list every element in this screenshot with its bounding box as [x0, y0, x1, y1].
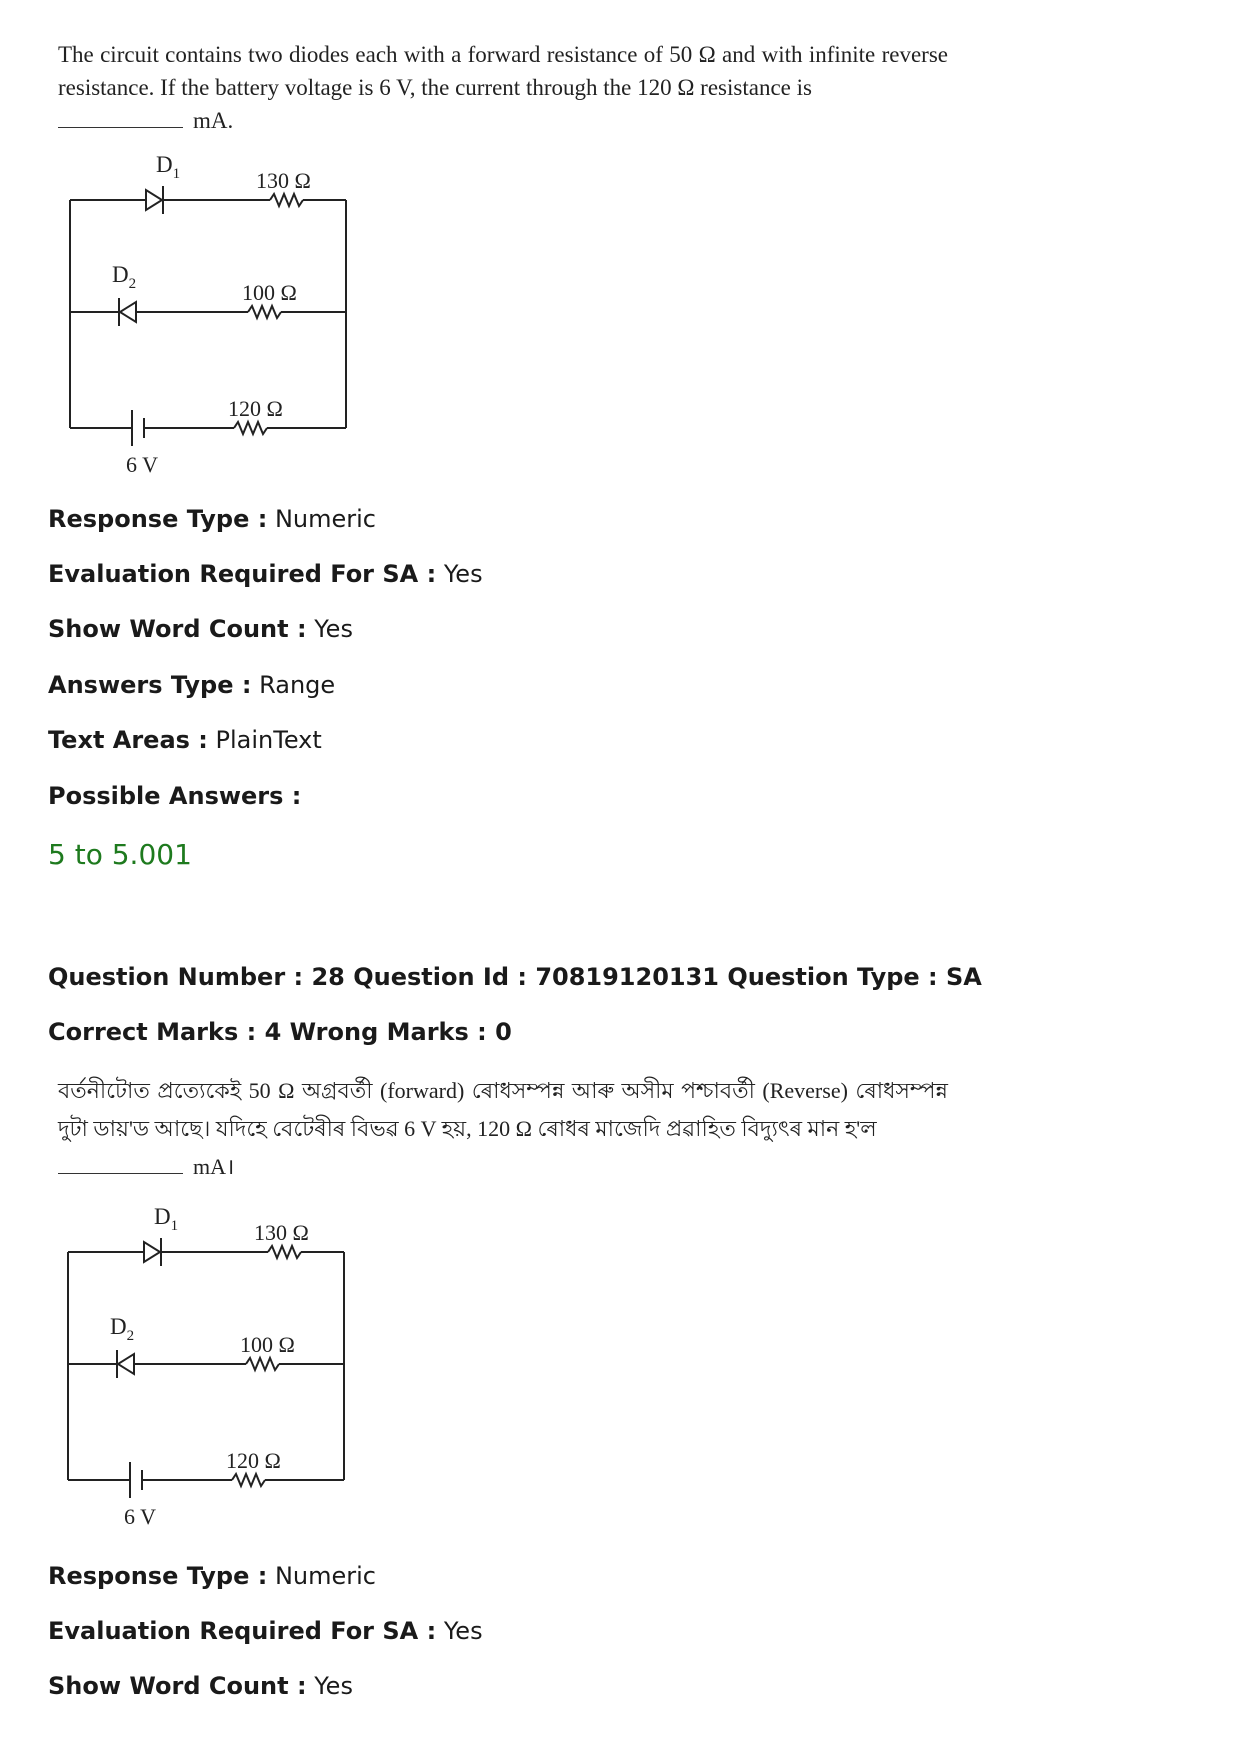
circuit-diagram-q27 [60, 140, 360, 485]
resistor-100 [246, 1358, 279, 1370]
meta-show-word-count: Show Word Count : Yes [48, 615, 353, 643]
label-6v: 6 V [126, 452, 158, 477]
label-120-ohm: 120 Ω [226, 1448, 281, 1473]
meta-response-type-q28: Response Type : Numeric [48, 1562, 376, 1590]
question-28-text [58, 1072, 948, 1186]
battery [130, 1462, 142, 1498]
label-6v: 6 V [124, 1504, 156, 1529]
question-28-marks: Correct Marks : 4 Wrong Marks : 0 [48, 1018, 512, 1046]
meta-possible-answers: Possible Answers : [48, 782, 302, 810]
meta-response-type: Response Type : Numeric [48, 505, 376, 533]
resistor-130 [270, 194, 303, 206]
diode-d1 [146, 186, 163, 214]
label-130-ohm: 130 Ω [256, 168, 311, 193]
meta-show-word-count-q28: Show Word Count : Yes [48, 1672, 353, 1700]
meta-text-areas: Text Areas : PlainText [48, 726, 322, 754]
meta-evaluation-required: Evaluation Required For SA : Yes [48, 560, 483, 588]
resistor-120 [232, 1474, 265, 1486]
circuit-diagram-q28 [58, 1192, 358, 1537]
question-27-body: The circuit contains two diodes each with a forward resistance of 50 Ω and with infinite reverse resistance. If the battery voltage is 6 V, the current through the 120 Ω resistance is [58, 42, 948, 100]
label-120-ohm: 120 Ω [228, 396, 283, 421]
question-28-unit: mA। [193, 1154, 235, 1179]
question-27-unit: mA. [193, 108, 234, 133]
answer-blank [58, 126, 183, 128]
label-d1: $D_1$ [154, 1204, 179, 1234]
label-130-ohm: 130 Ω [254, 1220, 309, 1245]
meta-evaluation-required-q28: Evaluation Required For SA : Yes [48, 1617, 483, 1645]
resistor-130 [268, 1246, 301, 1258]
question-27-text [58, 38, 948, 137]
diode-d2 [119, 298, 136, 326]
diode-d2 [117, 1350, 134, 1378]
meta-answers-type: Answers Type : Range [48, 671, 336, 699]
question-28-header: Question Number : 28 Question Id : 70819120131 Question Type : SA [48, 963, 982, 991]
label-100-ohm: 100 Ω [242, 280, 297, 305]
answer-blank [58, 1172, 183, 1174]
resistor-120 [234, 422, 267, 434]
battery [132, 410, 144, 446]
question-28-body: বৰ্তনীটোত প্ৰত্যেকেই 50 Ω অগ্ৰবৰ্তী (forward) ৰোধসম্পন্ন আৰু অসীম পশ্চাবৰ্তী (Reverse) ৰোধসম্পন্ন দুটা ডায়'ড আছে। যদিহে বেটেৰীৰ বিভৱ 6 V হয়, 120 Ω ৰোধৰ মাজেদি প্ৰৱাহিত বিদ্যুৎৰ মান হ'ল [58, 1078, 948, 1141]
diode-d1 [144, 1238, 161, 1266]
label-100-ohm: 100 Ω [240, 1332, 295, 1357]
possible-answer-value: 5 to 5.001 [48, 838, 192, 871]
label-d1: $D_1$ [156, 152, 181, 182]
label-d2: $D_2$ [112, 262, 137, 292]
resistor-100 [248, 306, 281, 318]
label-d2: $D_2$ [110, 1314, 135, 1344]
